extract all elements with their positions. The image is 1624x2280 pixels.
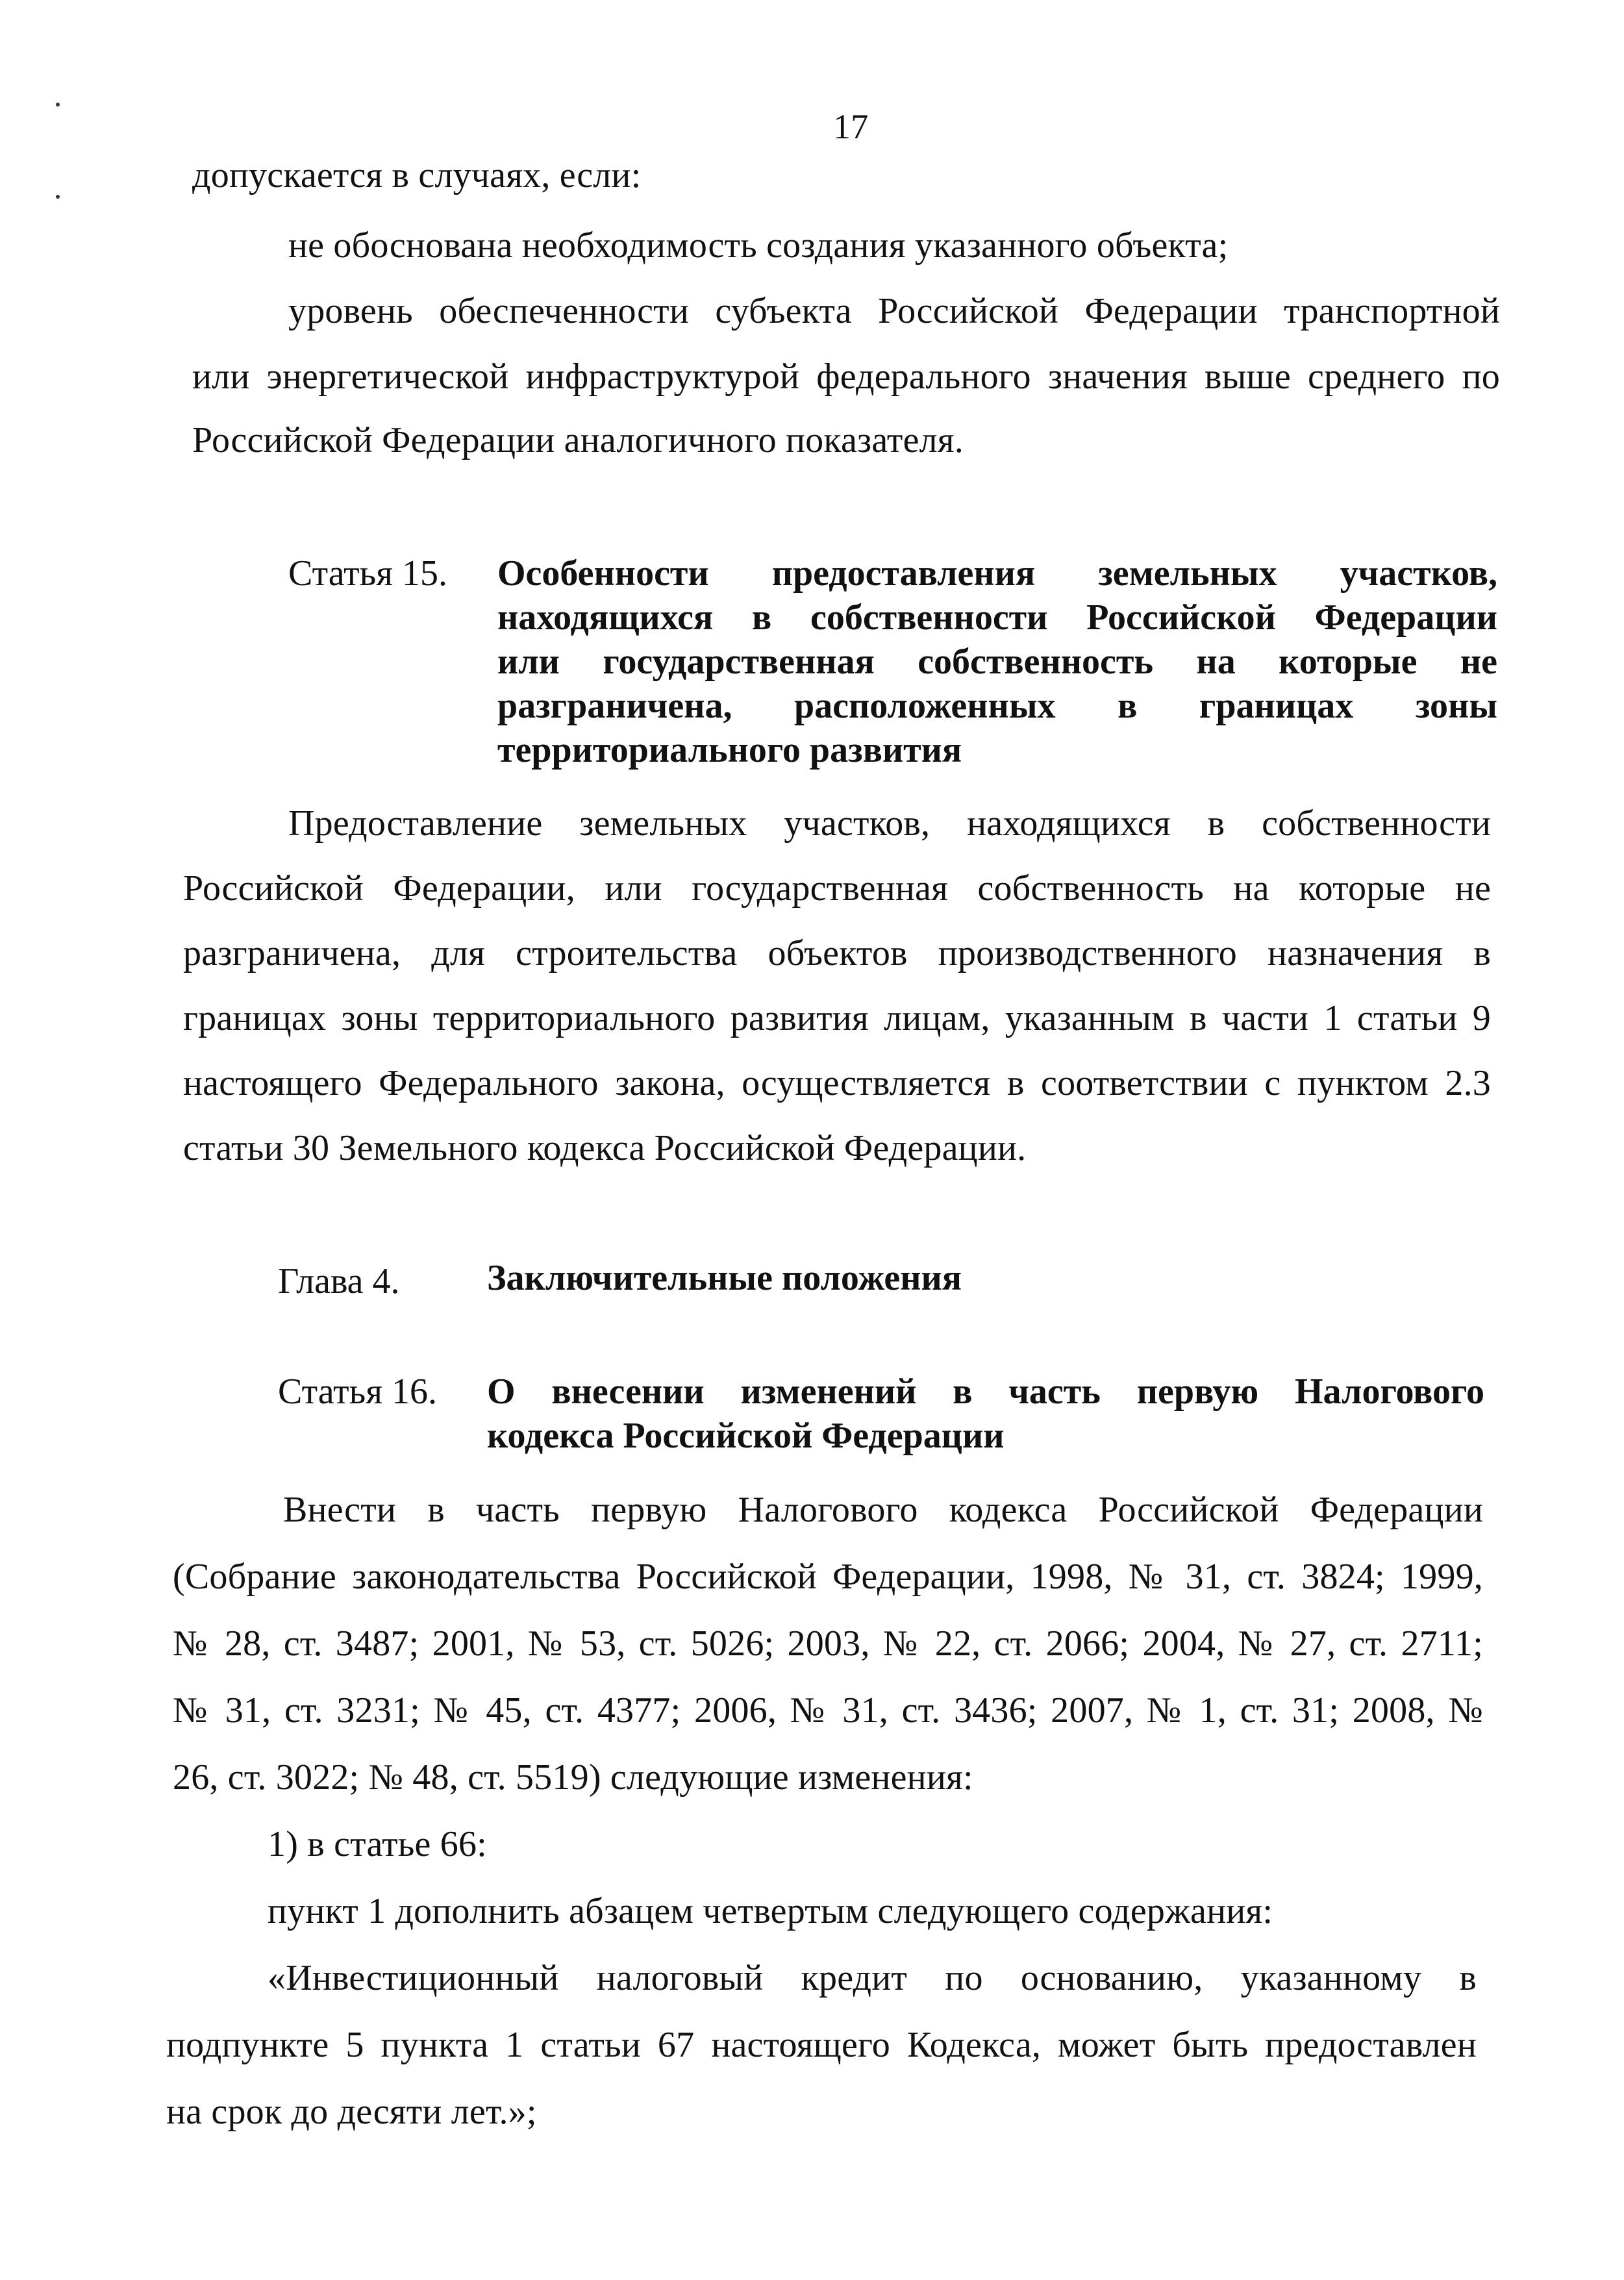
article-16-label: Статья 16. (278, 1372, 437, 1412)
title-line: разграничена, расположенных в границах зоны (497, 686, 1497, 726)
chapter-4-title: Заключительные положения (487, 1258, 962, 1298)
title-line: или государственная собственность на которые не (497, 642, 1497, 682)
text-line: настоящего Федерального закона, осуществляется в соответствии с пунктом 2.3 (183, 1063, 1491, 1103)
title-line: Особенности предоставления земельных участков, (497, 553, 1497, 594)
text-line: границах зоны территориального развития лицам, указанным в части 1 статьи 9 (183, 998, 1491, 1038)
page-number: 17 (833, 107, 869, 146)
text-line: или энергетической инфраструктурой федерального значения выше среднего по (192, 357, 1500, 397)
title-line: территориального развития (497, 730, 962, 770)
title-line: кодекса Российской Федерации (487, 1416, 1005, 1456)
title-line: О внесении изменений в часть первую Налогового (487, 1372, 1484, 1412)
text-line: 1) в статье 66: (268, 1824, 487, 1864)
text-line: подпункте 5 пункта 1 статьи 67 настоящего Кодекса, может быть предоставлен (166, 2025, 1477, 2065)
title-line: находящихся в собственности Российской Федерации (497, 597, 1497, 638)
text-line: «Инвестиционный налоговый кредит по основанию, указанному в (268, 1958, 1477, 1998)
text-line: не обоснована необходимость создания указанного объекта; (288, 225, 1229, 266)
text-line: пункт 1 дополнить абзацем четвертым следующего содержания: (268, 1891, 1273, 1931)
text-line: Российской Федерации аналогичного показателя. (192, 420, 964, 460)
text-line: уровень обеспеченности субъекта Российской Федерации транспортной (288, 291, 1500, 331)
text-line: допускается в случаях, если: (192, 155, 642, 195)
scan-speck (56, 103, 60, 106)
text-line: 26, ст. 3022; № 48, ст. 5519) следующие изменения: (173, 1757, 973, 1798)
scan-speck (56, 195, 60, 199)
text-line: на срок до десяти лет.»; (166, 2092, 537, 2132)
text-line: № 28, ст. 3487; 2001, № 53, ст. 5026; 2003, № 22, ст. 2066; 2004, № 27, ст. 2711; (173, 1623, 1483, 1664)
text-line: статьи 30 Земельного кодекса Российской Федерации. (183, 1128, 1027, 1168)
text-line: (Собрание законодательства Российской Федерации, 1998, № 31, ст. 3824; 1999, (173, 1557, 1483, 1597)
text-line: Российской Федерации, или государственная собственность на которые не (183, 868, 1491, 908)
text-line: Внести в часть первую Налогового кодекса Российской Федерации (283, 1490, 1483, 1530)
text-line: разграничена, для строительства объектов производственного назначения в (183, 933, 1491, 973)
text-line: Предоставление земельных участков, находящихся в собственности (288, 803, 1491, 844)
article-16-title (487, 1373, 1484, 1462)
chapter-4-label: Глава 4. (278, 1261, 400, 1301)
article-15-label: Статья 15. (288, 553, 447, 594)
text-line: № 31, ст. 3231; № 45, ст. 4377; 2006, № 31, ст. 3436; 2007, № 1, ст. 31; 2008, № (173, 1690, 1483, 1731)
article-15-title (497, 555, 1497, 776)
